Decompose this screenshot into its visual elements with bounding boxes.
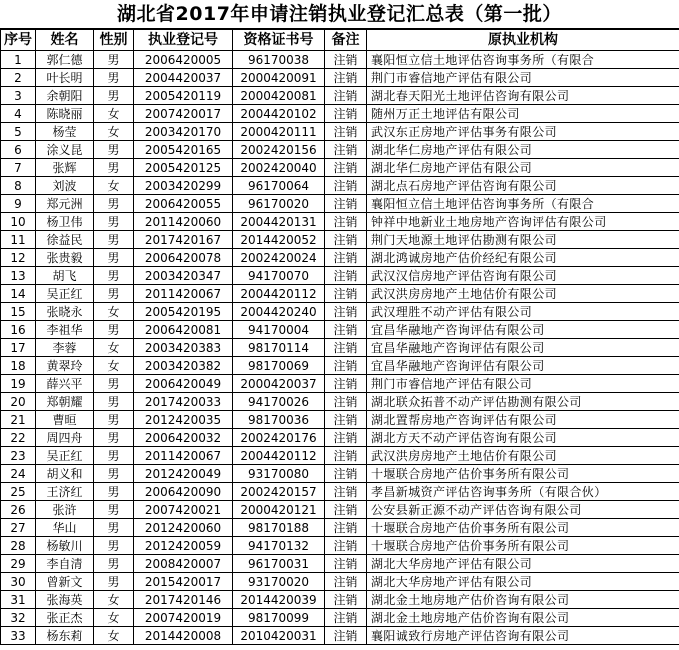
cell-note[interactable]: 注销 [325, 87, 367, 105]
cell-original-org[interactable]: 宜昌华融地产咨询评估有限公司 [367, 339, 679, 357]
cell-reg-number[interactable]: 2014420008 [134, 627, 233, 645]
cell-note[interactable]: 注销 [325, 537, 367, 555]
table-row [1, 519, 679, 537]
cell-note[interactable]: 注销 [325, 411, 367, 429]
cell-note[interactable]: 注销 [325, 51, 367, 69]
cell-sex[interactable]: 男 [94, 159, 134, 177]
cell-no[interactable]: 31 [1, 591, 36, 609]
header-cert-number[interactable]: 资格证书号 [233, 30, 325, 51]
cell-cert-number[interactable]: 2004420240 [233, 303, 325, 321]
cell-original-org[interactable]: 孝昌新城资产评估咨询事务所（有限合伙） [367, 483, 679, 501]
cell-original-org[interactable]: 武汉洪房房地产土地估价有限公司 [367, 285, 679, 303]
cell-reg-number[interactable]: 2006420078 [134, 249, 233, 267]
cell-no[interactable]: 11 [1, 231, 36, 249]
cell-reg-number[interactable]: 2012420059 [134, 537, 233, 555]
table-row [1, 195, 679, 213]
table-row [1, 339, 679, 357]
cell-no[interactable]: 20 [1, 393, 36, 411]
cell-name[interactable]: 张晓永 [36, 303, 94, 321]
cell-name[interactable]: 刘波 [36, 177, 94, 195]
cell-original-org[interactable]: 荆门市睿信地产评估有限公司 [367, 69, 679, 87]
deregistration-table [0, 29, 679, 645]
cell-original-org[interactable]: 武汉东正房地产评估事务有限公司 [367, 123, 679, 141]
cell-note[interactable]: 注销 [325, 375, 367, 393]
cell-sex[interactable]: 男 [94, 285, 134, 303]
cell-reg-number[interactable]: 2004420037 [134, 69, 233, 87]
cell-sex[interactable]: 男 [94, 555, 134, 573]
cell-cert-number[interactable]: 2002420157 [233, 483, 325, 501]
cell-sex[interactable]: 男 [94, 321, 134, 339]
cell-note[interactable]: 注销 [325, 195, 367, 213]
header-note[interactable]: 备注 [325, 30, 367, 51]
header-name[interactable]: 姓名 [36, 30, 94, 51]
cell-sex[interactable]: 男 [94, 213, 134, 231]
cell-original-org[interactable]: 湖北华仁房地产评估有限公司 [367, 141, 679, 159]
cell-sex[interactable]: 男 [94, 429, 134, 447]
cell-original-org[interactable]: 公安县新正源不动产评估咨询有限公司 [367, 501, 679, 519]
cell-no[interactable]: 23 [1, 447, 36, 465]
cell-original-org[interactable]: 十堰联合房地产估价事务所有限公司 [367, 519, 679, 537]
cell-note[interactable]: 注销 [325, 321, 367, 339]
cell-name[interactable]: 张贵毅 [36, 249, 94, 267]
cell-name[interactable]: 王济红 [36, 483, 94, 501]
cell-original-org[interactable]: 湖北大华房地产评估有限公司 [367, 573, 679, 591]
cell-name[interactable]: 张辉 [36, 159, 94, 177]
cell-sex[interactable]: 男 [94, 483, 134, 501]
table-row [1, 411, 679, 429]
cell-reg-number[interactable]: 2011420067 [134, 285, 233, 303]
cell-no[interactable]: 13 [1, 267, 36, 285]
cell-cert-number[interactable]: 93170020 [233, 573, 325, 591]
cell-note[interactable]: 注销 [325, 285, 367, 303]
cell-sex[interactable]: 男 [94, 231, 134, 249]
table-row [1, 249, 679, 267]
cell-reg-number[interactable]: 2007420017 [134, 105, 233, 123]
cell-name[interactable]: 周四舟 [36, 429, 94, 447]
cell-original-org[interactable]: 湖北联众拓普不动产评估勘测有限公司 [367, 393, 679, 411]
cell-reg-number[interactable]: 2006420005 [134, 51, 233, 69]
cell-sex[interactable]: 男 [94, 87, 134, 105]
cell-original-org[interactable]: 宜昌华融地产咨询评估有限公司 [367, 357, 679, 375]
cell-no[interactable]: 2 [1, 69, 36, 87]
cell-note[interactable]: 注销 [325, 231, 367, 249]
table-row [1, 357, 679, 375]
cell-no[interactable]: 28 [1, 537, 36, 555]
table-row [1, 303, 679, 321]
cell-cert-number[interactable]: 2000420091 [233, 69, 325, 87]
header-no[interactable]: 序号 [1, 30, 36, 51]
cell-cert-number[interactable]: 96170064 [233, 177, 325, 195]
cell-name[interactable]: 杨敏川 [36, 537, 94, 555]
cell-reg-number[interactable]: 2006420049 [134, 375, 233, 393]
cell-sex[interactable]: 女 [94, 303, 134, 321]
cell-cert-number[interactable]: 98170188 [233, 519, 325, 537]
table-row [1, 591, 679, 609]
cell-note[interactable]: 注销 [325, 591, 367, 609]
cell-sex[interactable]: 男 [94, 411, 134, 429]
cell-cert-number[interactable]: 98170069 [233, 357, 325, 375]
cell-no[interactable]: 7 [1, 159, 36, 177]
cell-cert-number[interactable]: 2002420040 [233, 159, 325, 177]
cell-reg-number[interactable]: 2006420090 [134, 483, 233, 501]
cell-original-org[interactable]: 湖北鸿诚房地产估价经纪有限公司 [367, 249, 679, 267]
cell-no[interactable]: 4 [1, 105, 36, 123]
header-row [1, 30, 679, 51]
cell-reg-number[interactable]: 2006420055 [134, 195, 233, 213]
cell-no[interactable]: 29 [1, 555, 36, 573]
cell-no[interactable]: 3 [1, 87, 36, 105]
cell-original-org[interactable]: 宜昌华融地产咨询评估有限公司 [367, 321, 679, 339]
cell-sex[interactable]: 男 [94, 141, 134, 159]
cell-no[interactable]: 15 [1, 303, 36, 321]
cell-cert-number[interactable]: 94170026 [233, 393, 325, 411]
cell-original-org[interactable]: 荆门市睿信地产评估有限公司 [367, 375, 679, 393]
cell-name[interactable]: 陈晓丽 [36, 105, 94, 123]
cell-note[interactable]: 注销 [325, 303, 367, 321]
cell-cert-number[interactable]: 2002420024 [233, 249, 325, 267]
cell-name[interactable]: 张正杰 [36, 609, 94, 627]
header-reg-number[interactable]: 执业登记号 [134, 30, 233, 51]
cell-name[interactable]: 吴正红 [36, 285, 94, 303]
cell-note[interactable]: 注销 [325, 483, 367, 501]
cell-cert-number[interactable]: 96170031 [233, 555, 325, 573]
cell-sex[interactable]: 男 [94, 375, 134, 393]
cell-no[interactable]: 25 [1, 483, 36, 501]
cell-sex[interactable]: 女 [94, 609, 134, 627]
cell-reg-number[interactable]: 2003420170 [134, 123, 233, 141]
cell-reg-number[interactable]: 2007420019 [134, 609, 233, 627]
cell-no[interactable]: 5 [1, 123, 36, 141]
cell-note[interactable]: 注销 [325, 339, 367, 357]
cell-no[interactable]: 6 [1, 141, 36, 159]
cell-original-org[interactable]: 武汉洪房房地产土地估价有限公司 [367, 447, 679, 465]
table-row [1, 501, 679, 519]
cell-note[interactable]: 注销 [325, 69, 367, 87]
table-row [1, 159, 679, 177]
cell-no[interactable]: 22 [1, 429, 36, 447]
cell-no[interactable]: 30 [1, 573, 36, 591]
cell-sex[interactable]: 男 [94, 573, 134, 591]
table-row [1, 609, 679, 627]
table-row [1, 231, 679, 249]
cell-cert-number[interactable]: 98170036 [233, 411, 325, 429]
cell-no[interactable]: 17 [1, 339, 36, 357]
cell-note[interactable]: 注销 [325, 609, 367, 627]
table-row [1, 87, 679, 105]
cell-reg-number[interactable]: 2007420021 [134, 501, 233, 519]
table-row [1, 429, 679, 447]
cell-note[interactable]: 注销 [325, 519, 367, 537]
cell-no[interactable]: 8 [1, 177, 36, 195]
cell-no[interactable]: 14 [1, 285, 36, 303]
header-original-org[interactable]: 原执业机构 [367, 30, 679, 51]
cell-original-org[interactable]: 湖北华仁房地产评估有限公司 [367, 159, 679, 177]
cell-sex[interactable]: 男 [94, 465, 134, 483]
cell-reg-number[interactable]: 2017420033 [134, 393, 233, 411]
cell-name[interactable]: 胡飞 [36, 267, 94, 285]
cell-reg-number[interactable]: 2008420007 [134, 555, 233, 573]
cell-sex[interactable]: 女 [94, 627, 134, 645]
cell-name[interactable]: 李蓉 [36, 339, 94, 357]
cell-reg-number[interactable]: 2012420035 [134, 411, 233, 429]
cell-original-org[interactable]: 湖北大华房地产评估有限公司 [367, 555, 679, 573]
cell-name[interactable]: 曹晅 [36, 411, 94, 429]
cell-reg-number[interactable]: 2003420382 [134, 357, 233, 375]
cell-original-org[interactable]: 襄阳诚致行房地产评估咨询有限公司 [367, 627, 679, 645]
cell-reg-number[interactable]: 2005420195 [134, 303, 233, 321]
cell-name[interactable]: 郭仁德 [36, 51, 94, 69]
table-row [1, 267, 679, 285]
cell-reg-number[interactable]: 2006420032 [134, 429, 233, 447]
cell-sex[interactable]: 女 [94, 357, 134, 375]
cell-sex[interactable]: 男 [94, 501, 134, 519]
cell-sex[interactable]: 男 [94, 51, 134, 69]
cell-cert-number[interactable]: 2014420052 [233, 231, 325, 249]
cell-sex[interactable]: 女 [94, 339, 134, 357]
table-row [1, 375, 679, 393]
table-row [1, 123, 679, 141]
cell-no[interactable]: 33 [1, 627, 36, 645]
cell-note[interactable]: 注销 [325, 393, 367, 411]
cell-cert-number[interactable]: 2014420039 [233, 591, 325, 609]
table-row [1, 69, 679, 87]
cell-cert-number[interactable]: 2004420131 [233, 213, 325, 231]
table-row [1, 321, 679, 339]
cell-original-org[interactable]: 钟祥中地新业土地房地产咨询评估有限公司 [367, 213, 679, 231]
cell-sex[interactable]: 女 [94, 105, 134, 123]
cell-no[interactable]: 21 [1, 411, 36, 429]
cell-reg-number[interactable]: 2003420299 [134, 177, 233, 195]
cell-no[interactable]: 26 [1, 501, 36, 519]
table-row [1, 627, 679, 645]
cell-reg-number[interactable]: 2005420119 [134, 87, 233, 105]
cell-original-org[interactable]: 襄阳恒立信土地评估咨询事务所（有限合 [367, 51, 679, 69]
cell-sex[interactable]: 男 [94, 69, 134, 87]
cell-name[interactable]: 胡义和 [36, 465, 94, 483]
cell-note[interactable]: 注销 [325, 429, 367, 447]
cell-reg-number[interactable]: 2011420060 [134, 213, 233, 231]
cell-name[interactable]: 涂义昆 [36, 141, 94, 159]
cell-no[interactable]: 24 [1, 465, 36, 483]
cell-reg-number[interactable]: 2011420067 [134, 447, 233, 465]
cell-note[interactable]: 注销 [325, 627, 367, 645]
cell-cert-number[interactable]: 2000420111 [233, 123, 325, 141]
cell-original-org[interactable]: 湖北春天阳光土地评估咨询有限公司 [367, 87, 679, 105]
cell-cert-number[interactable]: 2004420102 [233, 105, 325, 123]
cell-reg-number[interactable]: 2005420125 [134, 159, 233, 177]
cell-original-org[interactable]: 湖北置帮房地产咨询评估有限公司 [367, 411, 679, 429]
table-row [1, 393, 679, 411]
cell-original-org[interactable]: 湖北点石房地产评估咨询有限公司 [367, 177, 679, 195]
cell-name[interactable]: 薛兴平 [36, 375, 94, 393]
cell-cert-number[interactable]: 2000420121 [233, 501, 325, 519]
cell-cert-number[interactable]: 94170004 [233, 321, 325, 339]
cell-no[interactable]: 10 [1, 213, 36, 231]
cell-no[interactable]: 27 [1, 519, 36, 537]
cell-original-org[interactable]: 湖北金土地房地产估价咨询有限公司 [367, 609, 679, 627]
cell-name[interactable]: 郑朝耀 [36, 393, 94, 411]
table-row [1, 51, 679, 69]
table-row [1, 213, 679, 231]
cell-name[interactable]: 杨莹 [36, 123, 94, 141]
cell-cert-number[interactable]: 2002420176 [233, 429, 325, 447]
cell-cert-number[interactable]: 2002420156 [233, 141, 325, 159]
cell-note[interactable]: 注销 [325, 465, 367, 483]
cell-name[interactable]: 叶长明 [36, 69, 94, 87]
cell-sex[interactable]: 男 [94, 447, 134, 465]
cell-no[interactable]: 18 [1, 357, 36, 375]
sheet-title: 湖北省2017年申请注销执业登记汇总表（第一批） [0, 0, 679, 29]
cell-note[interactable]: 注销 [325, 249, 367, 267]
table-row [1, 537, 679, 555]
cell-name[interactable]: 杨东莉 [36, 627, 94, 645]
cell-no[interactable]: 19 [1, 375, 36, 393]
cell-original-org[interactable]: 襄阳恒立信土地评估咨询事务所（有限合 [367, 195, 679, 213]
table-row [1, 483, 679, 501]
cell-original-org[interactable]: 十堰联合房地产估价事务所有限公司 [367, 537, 679, 555]
cell-reg-number[interactable]: 2005420165 [134, 141, 233, 159]
cell-no[interactable]: 12 [1, 249, 36, 267]
cell-original-org[interactable]: 武汉汉信房地产评估咨询有限公司 [367, 267, 679, 285]
cell-cert-number[interactable]: 96170020 [233, 195, 325, 213]
cell-note[interactable]: 注销 [325, 213, 367, 231]
cell-cert-number[interactable]: 2000420037 [233, 375, 325, 393]
cell-reg-number[interactable]: 2003420383 [134, 339, 233, 357]
cell-name[interactable]: 张海英 [36, 591, 94, 609]
cell-name[interactable]: 华山 [36, 519, 94, 537]
cell-reg-number[interactable]: 2006420081 [134, 321, 233, 339]
table-row [1, 105, 679, 123]
cell-reg-number[interactable]: 2017420167 [134, 231, 233, 249]
cell-original-org[interactable]: 武汉理胜不动产评估有限公司 [367, 303, 679, 321]
table-row [1, 465, 679, 483]
cell-original-org[interactable]: 湖北金土地房地产估价咨询有限公司 [367, 591, 679, 609]
cell-name[interactable]: 徐益民 [36, 231, 94, 249]
cell-reg-number[interactable]: 2012420060 [134, 519, 233, 537]
cell-name[interactable]: 李祖华 [36, 321, 94, 339]
cell-sex[interactable]: 女 [94, 177, 134, 195]
table-row [1, 141, 679, 159]
cell-name[interactable]: 黄翠玲 [36, 357, 94, 375]
table-row [1, 285, 679, 303]
cell-sex[interactable]: 女 [94, 591, 134, 609]
cell-name[interactable]: 李自清 [36, 555, 94, 573]
cell-name[interactable]: 曾新文 [36, 573, 94, 591]
table-row [1, 573, 679, 591]
cell-cert-number[interactable]: 2010420031 [233, 627, 325, 645]
table-row [1, 447, 679, 465]
cell-name[interactable]: 吴正红 [36, 447, 94, 465]
cell-original-org[interactable]: 湖北方天不动产评估咨询有限公司 [367, 429, 679, 447]
cell-reg-number[interactable]: 2003420347 [134, 267, 233, 285]
cell-sex[interactable]: 女 [94, 123, 134, 141]
cell-cert-number[interactable]: 94170070 [233, 267, 325, 285]
cell-cert-number[interactable]: 2004420112 [233, 447, 325, 465]
cell-original-org[interactable]: 十堰联合房地产估价事务所有限公司 [367, 465, 679, 483]
cell-cert-number[interactable]: 94170132 [233, 537, 325, 555]
cell-sex[interactable]: 男 [94, 537, 134, 555]
cell-note[interactable]: 注销 [325, 123, 367, 141]
cell-name[interactable]: 郑元洲 [36, 195, 94, 213]
table-row [1, 555, 679, 573]
cell-name[interactable]: 余朝阳 [36, 87, 94, 105]
cell-reg-number[interactable]: 2012420049 [134, 465, 233, 483]
cell-reg-number[interactable]: 2015420017 [134, 573, 233, 591]
cell-note[interactable]: 注销 [325, 177, 367, 195]
cell-sex[interactable]: 男 [94, 393, 134, 411]
cell-note[interactable]: 注销 [325, 573, 367, 591]
cell-note[interactable]: 注销 [325, 105, 367, 123]
cell-no[interactable]: 32 [1, 609, 36, 627]
cell-sex[interactable]: 男 [94, 267, 134, 285]
cell-cert-number[interactable]: 93170080 [233, 465, 325, 483]
cell-sex[interactable]: 男 [94, 249, 134, 267]
cell-cert-number[interactable]: 2000420081 [233, 87, 325, 105]
cell-note[interactable]: 注销 [325, 447, 367, 465]
cell-note[interactable]: 注销 [325, 357, 367, 375]
cell-no[interactable]: 1 [1, 51, 36, 69]
cell-original-org[interactable]: 随州万正土地评估有限公司 [367, 105, 679, 123]
cell-reg-number[interactable]: 2017420146 [134, 591, 233, 609]
cell-original-org[interactable]: 荆门天地源土地评估勘测有限公司 [367, 231, 679, 249]
table-row [1, 177, 679, 195]
cell-cert-number[interactable]: 96170038 [233, 51, 325, 69]
header-sex[interactable]: 性别 [94, 30, 134, 51]
cell-note[interactable]: 注销 [325, 141, 367, 159]
cell-note[interactable]: 注销 [325, 267, 367, 285]
cell-no[interactable]: 16 [1, 321, 36, 339]
cell-cert-number[interactable]: 98170099 [233, 609, 325, 627]
cell-name[interactable]: 杨卫伟 [36, 213, 94, 231]
cell-sex[interactable]: 男 [94, 519, 134, 537]
cell-cert-number[interactable]: 2004420112 [233, 285, 325, 303]
cell-note[interactable]: 注销 [325, 159, 367, 177]
cell-note[interactable]: 注销 [325, 501, 367, 519]
cell-name[interactable]: 张浒 [36, 501, 94, 519]
cell-cert-number[interactable]: 98170114 [233, 339, 325, 357]
cell-sex[interactable]: 男 [94, 195, 134, 213]
cell-no[interactable]: 9 [1, 195, 36, 213]
cell-note[interactable]: 注销 [325, 555, 367, 573]
